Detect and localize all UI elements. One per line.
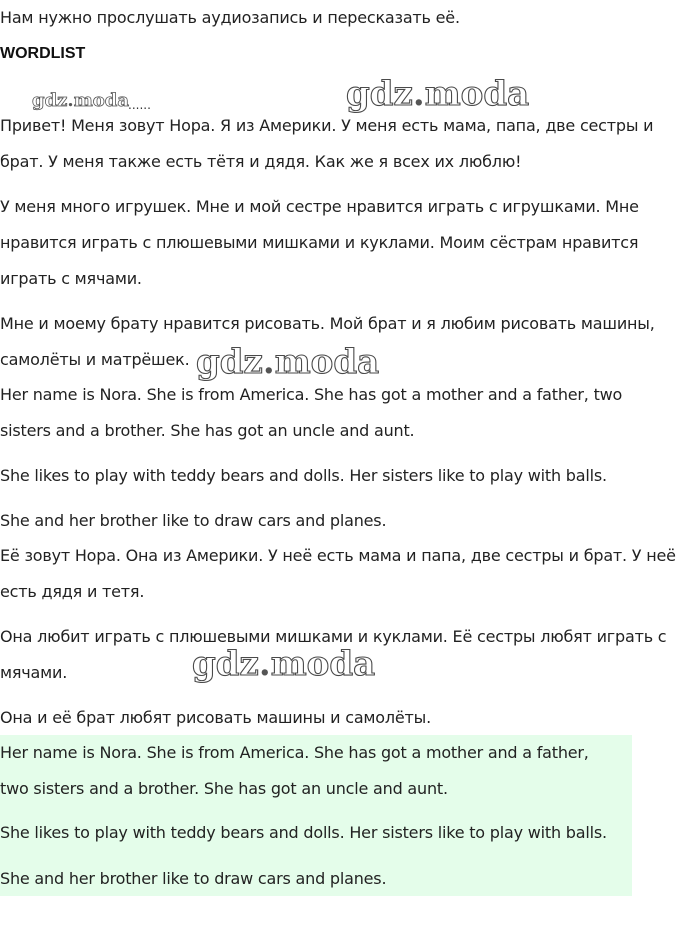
instruction-text: Нам нужно прослушать аудиозапись и пересказать её. — [0, 8, 460, 27]
english-paragraph-2: She likes to play with teddy bears and dolls. Her sisters like to play with balls. — [0, 466, 607, 485]
answer-paragraph-3: She and her brother like to draw cars and planes. — [0, 869, 387, 888]
russian-paragraph-3: Мне и моему брату нравится рисовать. Мой брат и я любим рисовать машины, самолёты и матрёшек. — [0, 314, 655, 369]
english-paragraph-3: She and her brother like to draw cars and planes. — [0, 511, 387, 530]
russian-paragraph-1: Привет! Меня зовут Нора. Я из Америки. У меня есть мама, папа, две сестры и брат. У меня также есть тётя и дядя. Как же я всех их люблю! — [0, 116, 654, 171]
english-paragraph-1: Her name is Nora. She is from America. She has got a mother and a father, two sisters and a brother. She has got an uncle and aunt. — [0, 385, 623, 440]
russian-retelling-paragraph-3: Она и её брат любят рисовать машины и самолёты. — [0, 708, 431, 727]
wordlist-heading: WORDLIST — [0, 45, 86, 62]
answer-paragraph-1: Her name is Nora. She is from America. She has got a mother and a father, two sisters and a brother. She has got an uncle and aunt. — [0, 743, 589, 798]
watermark-large: gdz.moda — [192, 644, 376, 684]
audio-player-stub: ...... — [128, 98, 151, 112]
watermark-small: gdz.moda — [32, 90, 129, 111]
russian-retelling-paragraph-1: Её зовут Нора. Она из Америки. У неё есть мама и папа, две сестры и брат. У неё есть дядя и тетя. — [0, 546, 676, 601]
russian-retelling-paragraph-2: Она любит играть с плюшевыми мишками и куклами. Её сестры любят играть с мячами. — [0, 627, 667, 682]
watermark-large: gdz.moda — [346, 74, 530, 114]
russian-paragraph-2: У меня много игрушек. Мне и мой сестре нравится играть с игрушками. Мне нравится играть с плюшевыми мишками и куклами. Моим сёстрам нравится играть с мячами. — [0, 197, 639, 288]
watermark-large: gdz.moda — [196, 342, 380, 382]
answer-paragraph-2: She likes to play with teddy bears and dolls. Her sisters like to play with balls. — [0, 823, 607, 842]
